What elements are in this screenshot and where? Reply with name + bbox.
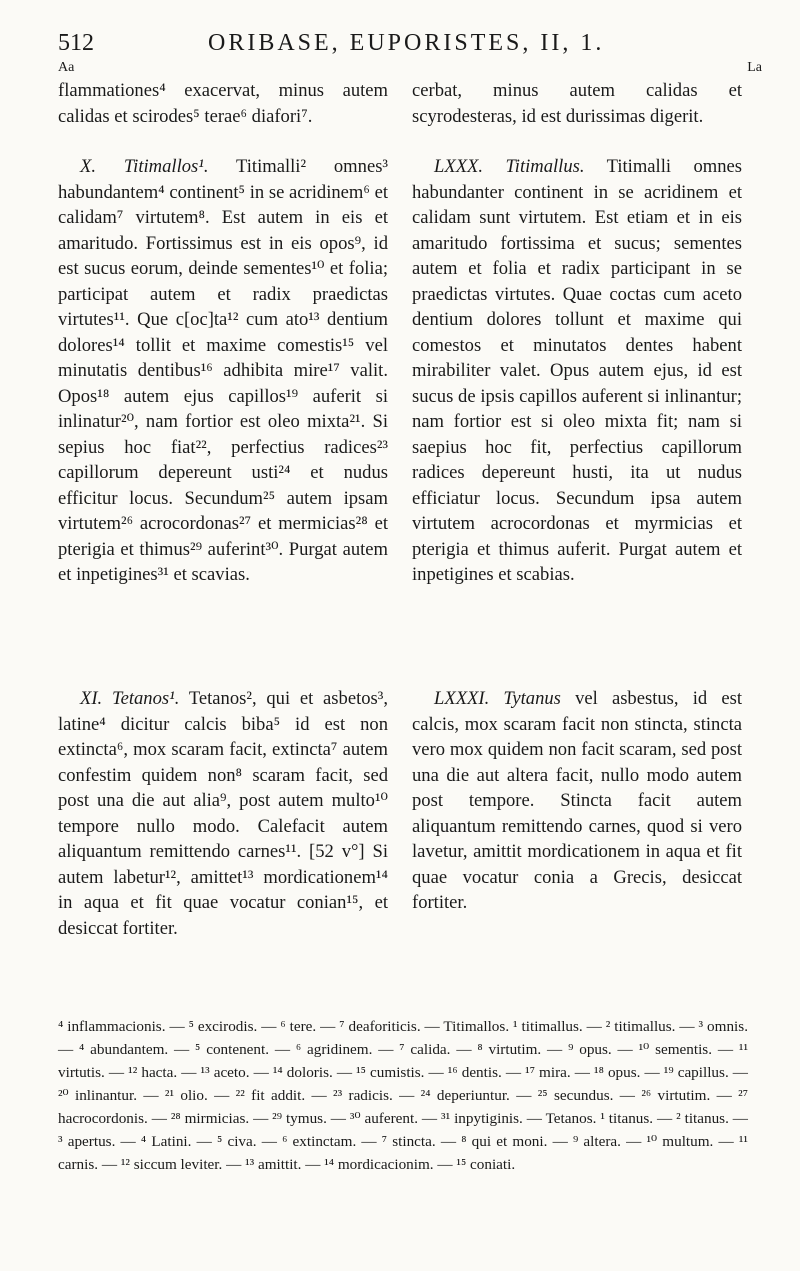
right-column-continuation bbox=[412, 78, 742, 129]
left-chapter-x bbox=[58, 154, 388, 588]
manuscript-siglum-left: Aa bbox=[58, 60, 75, 75]
chapter-xi-heading: XI. Tetanos¹. bbox=[80, 688, 180, 709]
right-chapter-lxxx bbox=[412, 154, 742, 588]
chapter-xi-body: Tetanos², qui et asbetos³, latine⁴ dicitur calcis biba⁵ id est non extincta⁶, mox scaram facit, extincta⁷ autem confestim quidem non⁸ scaram facit, sed post una die aut alia⁹, post autem multo¹⁰ tempore nullo modo. Calefacit autem aliquantum remittendo carnes¹¹. [52 v°] Si autem labetur¹², amittet¹³ mordicationem¹⁴ in aqua et fit quae vocatur conian¹⁵, et desiccat fortiter. bbox=[58, 688, 389, 939]
chapter-lxxxi-heading: LXXXI. Tytanus bbox=[434, 688, 561, 709]
chapter-lxxx-body: Titimalli omnes habundanter continent in se acridinem et calidam sunt virtutem. Est etiam et in eis amaritudo fortissima et sucus; sementes autem et folia et radix participant in se praedictas virtutes. Quae coctas cum aceto dentium dolores tollunt et maxime qui comestos et minutatos dentes habent mirabiliter valet. Opus autem ejus, id est sucus de ipsis capillos auferent si inlinantur; nam fortior est si oleo mixta fit; nam si saepius hoc fit, perfectius capillorum radices depereunt husti, ita ut nudus efficiatur locus. Secundum ipsa autem virtutem acrocordonas et myrmicias et pterigia et thimus auferit. Purgat autem et inpetigines et scabias. bbox=[412, 156, 743, 585]
chapter-x-heading: X. Titimallos¹. bbox=[80, 156, 209, 177]
left-column-continuation bbox=[58, 78, 388, 129]
footnotes-text: ⁴ inflammacionis. — ⁵ excirodis. — ⁶ tere. — ⁷ deaforiticis. — Titimallos. ¹ titimallus. — ² titimallus. — ³ omnis. — ⁴ abundantem. — ⁵ contenent. — ⁶ agridinem. — ⁷ calida. — ⁸ virtutim. — ⁹ opus. — ¹⁰ sementis. — ¹¹ virtutis. — ¹² hacta. — ¹³ aceto. — ¹⁴ doloris. — ¹⁵ cumistis. — ¹⁶ dentis. — ¹⁷ mira. — ¹⁸ opus. — ¹⁹ capillus. — ²⁰ inlinantur. — ²¹ olio. — ²² fit addit. — ²³ radicis. — ²⁴ deperiuntur. — ²⁵ secundus. — ²⁶ virtutim. — ²⁷ hacrocordonis. — ²⁸ mirmicias. — ²⁹ tymus. — ³⁰ auferent. — ³¹ inpytiginis. — Tetanos. ¹ titanus. — ² titanus. — ³ apertus. — ⁴ Latini. — ⁵ civa. — ⁶ extinctam. — ⁷ stincta. — ⁸ qui et moni. — ⁹ altera. — ¹⁰ multum. — ¹¹ carnis. — ¹² siccum leviter. — ¹³ amittit. — ¹⁴ mordicacionim. — ¹⁵ coniati. bbox=[58, 1018, 748, 1173]
running-header bbox=[58, 30, 760, 60]
chapter-lxxxi-body: vel asbestus, id est calcis, mox scaram facit non stincta, stincta vero mox quidem non facit scaram, sed post una die aut altera facit, nullo modo autem post tempore. Stincta facit autem aliquantum remittendo carnes, quod si vero lavetur, amittit mordicationem in aqua et fit quae vocatur conia a Grecis, desiccat fortiter. bbox=[412, 688, 742, 913]
left-continuation-text: flammationes⁴ exacervat, minus autem calidas et scirodes⁵ terae⁶ diafori⁷. bbox=[58, 80, 388, 127]
chapter-x-body: Titimalli² omnes³ habundantem⁴ continent⁵ in se acridinem⁶ et calidam⁷ virtutem⁸. Est autem in eis et amaritudo. Fortissimus est in eis opos⁹, id est sucus eorum, deinde sementes¹⁰ et folia; participat autem et radix praedictas virtutes¹¹. Que c[oc]ta¹² cum ato¹³ dentium dolores¹⁴ tollit et maxime comestis¹⁵ vel minutatis dentibus¹⁶ adhibita mire¹⁷ valit. Opos¹⁸ autem ejus capillos¹⁹ auferit si inlinatur²⁰, nam fortior est oleo mixta²¹. Si sepius hoc fiat²², perfectius radices²³ capillorum depereunt usti²⁴ et nudus efficitur locus. Secundum²⁵ autem ipsam virtutem²⁶ acrocordonas²⁷ et mermicias²⁸ et pterigia et thimus²⁹ auferint³⁰. Purgat autem et inpetigines³¹ et scavias. bbox=[58, 156, 389, 585]
right-chapter-lxxxi bbox=[412, 686, 742, 916]
running-title: ORIBASE, EUPORISTES, II, 1. bbox=[208, 30, 605, 56]
manuscript-siglum-right: La bbox=[747, 60, 762, 75]
page-number: 512 bbox=[58, 30, 94, 56]
chapter-lxxx-heading: LXXX. Titimallus. bbox=[434, 156, 585, 177]
right-continuation-text: cerbat, minus autem calidas et scyrodesteras, id est durissimas digerit. bbox=[412, 80, 742, 127]
critical-apparatus bbox=[58, 1015, 748, 1176]
left-chapter-xi bbox=[58, 686, 388, 941]
